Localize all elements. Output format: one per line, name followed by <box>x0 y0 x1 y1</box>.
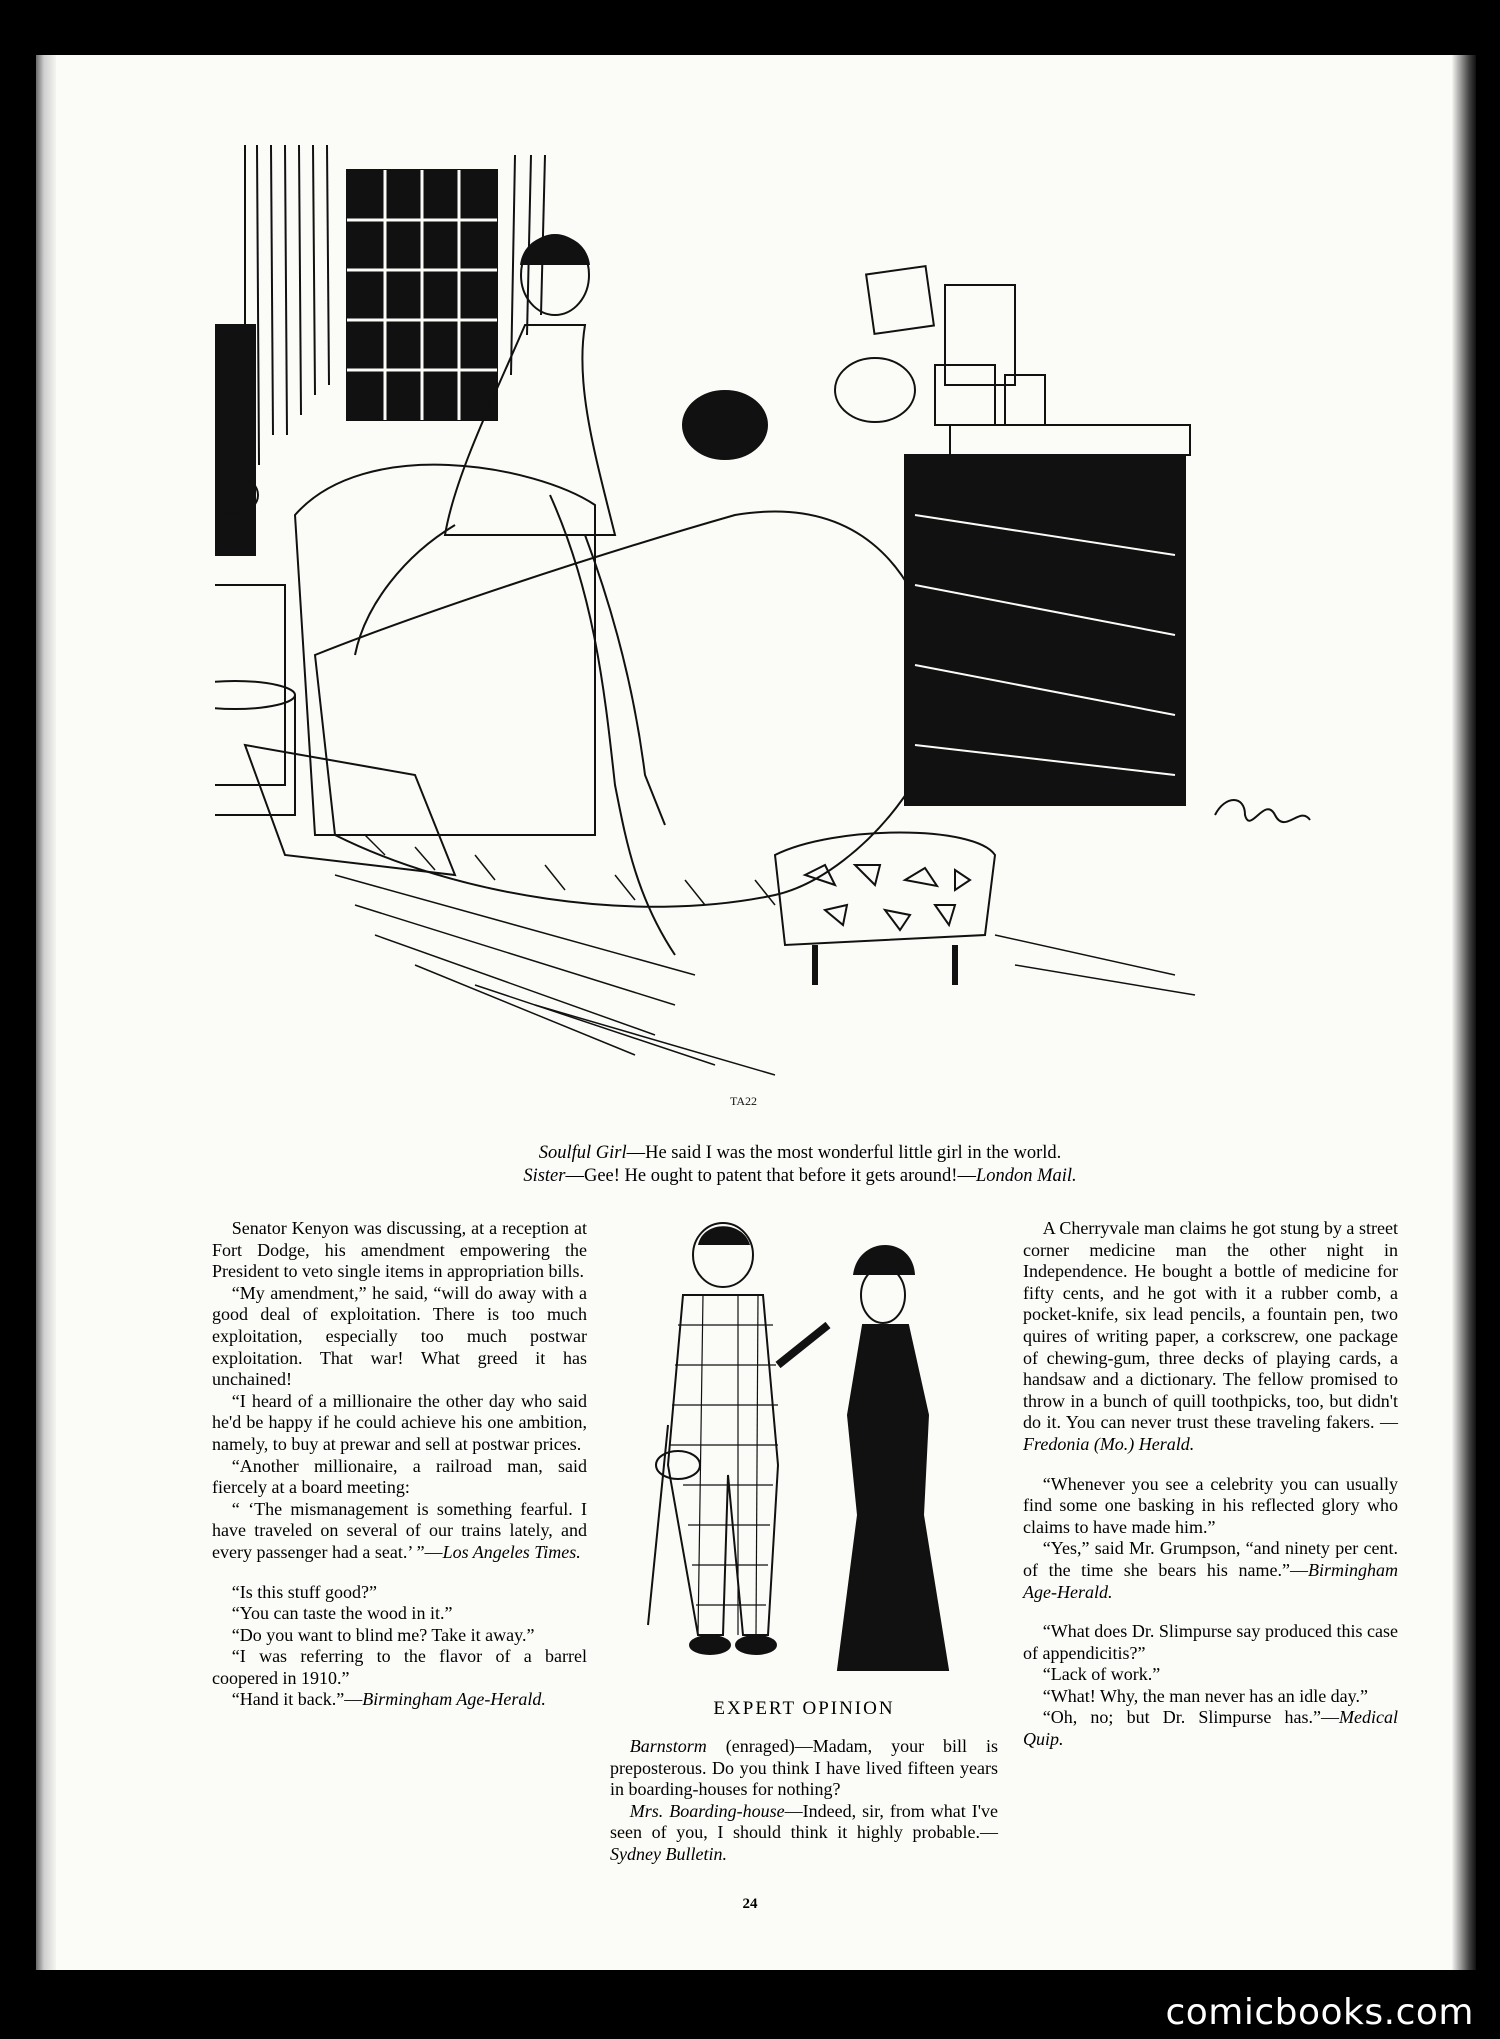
artist-signature: TA22 <box>730 1094 758 1108</box>
slimpurse-line-3: “What! Why, the man never has an idle day.” <box>1042 1685 1368 1706</box>
wood-joke-line-2: “You can taste the wood in it.” <box>231 1603 453 1624</box>
kenyon-paragraph-2: “My amendment,” he said, “will do away with a good deal of exploitation. There is too much exploitation, especially too much postwar exploitation. That war! What greed it has unchained! <box>212 1282 587 1390</box>
left-column-text <box>212 1218 587 1711</box>
celebrity-paragraph: “Whenever you see a celebrity you can usually find some one basking in his reflected glory who claims to have made him.” <box>1023 1473 1398 1537</box>
kenyon-paragraph-5: “ ‘The mismanagement is something fearful. I have traveled on several of our trains lately, and every passenger had a seat.’ ”—Los Angeles Times. <box>212 1498 587 1562</box>
page-edge <box>1452 55 1476 1970</box>
wood-joke-line-4: “I was referring to the flavor of a barrel coopered in 1910.” <box>212 1646 587 1688</box>
cartoon-caption <box>200 1142 1400 1188</box>
expert-opinion-illustration <box>628 1215 1000 1675</box>
page-binding <box>36 55 56 1970</box>
kenyon-paragraph-3: “I heard of a millionaire the other day who said he'd be happy if he could achieve his one ambition, namely, to buy at prewar and sell at postwar prices. <box>212 1390 587 1454</box>
slimpurse-line-4: “Oh, no; but Dr. Slimpurse has.”—Medical Quip. <box>1023 1707 1398 1750</box>
mrs-boarding-house-line: Mrs. Boarding-house—Indeed, sir, from what I've seen of you, I should think it highly probable.—Sydney Bulletin. <box>610 1800 998 1864</box>
right-column-text <box>1023 1218 1398 1751</box>
expert-opinion-title: EXPERT OPINION <box>713 1698 895 1719</box>
kenyon-paragraph-1: Senator Kenyon was discussing, at a reception at Fort Dodge, his amendment empowering the President to veto single items in appropriation bills. <box>212 1218 587 1282</box>
barnstorm-line: Barnstorm (enraged)—Madam, your bill is preposterous. Do you think I have lived fifteen years in boarding-houses for nothing? <box>610 1736 998 1800</box>
slimpurse-line-1: “What does Dr. Slimpurse say produced this case of appendicitis?” <box>1023 1621 1398 1663</box>
wood-joke-line-5: “Hand it back.”—Birmingham Age-Herald. <box>231 1689 546 1710</box>
middle-column-text <box>610 1736 998 1866</box>
wood-joke-line-1: “Is this stuff good?” <box>231 1581 377 1602</box>
page-number: 24 <box>742 1896 758 1912</box>
grumpson-paragraph: “Yes,” said Mr. Grumpson, “and ninety per cent. of the time she bears his name.”—Birmingham Age-Herald. <box>1023 1538 1398 1602</box>
caption-line-2: Sister—Gee! He ought to patent that before it gets around!—London Mail. <box>523 1166 1077 1186</box>
kenyon-paragraph-4: “Another millionaire, a railroad man, said fiercely at a board meeting: <box>212 1455 587 1498</box>
site-watermark: comicbooks.com <box>1165 1992 1474 2033</box>
slimpurse-line-2: “Lack of work.” <box>1042 1664 1161 1685</box>
bedroom-cartoon-illustration <box>215 135 1365 1125</box>
cherryvale-paragraph: A Cherryvale man claims he got stung by a street corner medicine man the other night in Independence. He bought a bottle of medicine for fifty cents, and he got with it a rubber comb, a pocket-knife, six lead pencils, a fountain pen, two quires of writing paper, a corkscrew, one package of chewing-gum, three decks of playing cards, a handsaw and a dictionary. The fellow promised to throw in a bunch of quill toothpicks, too, but didn't do it. You can never trust these traveling fakers. — Fredonia (Mo.) Herald. <box>1023 1218 1398 1454</box>
caption-line-1: Soulful Girl—He said I was the most wonderful little girl in the world. <box>538 1143 1062 1163</box>
wood-joke-line-3: “Do you want to blind me? Take it away.” <box>231 1624 535 1645</box>
